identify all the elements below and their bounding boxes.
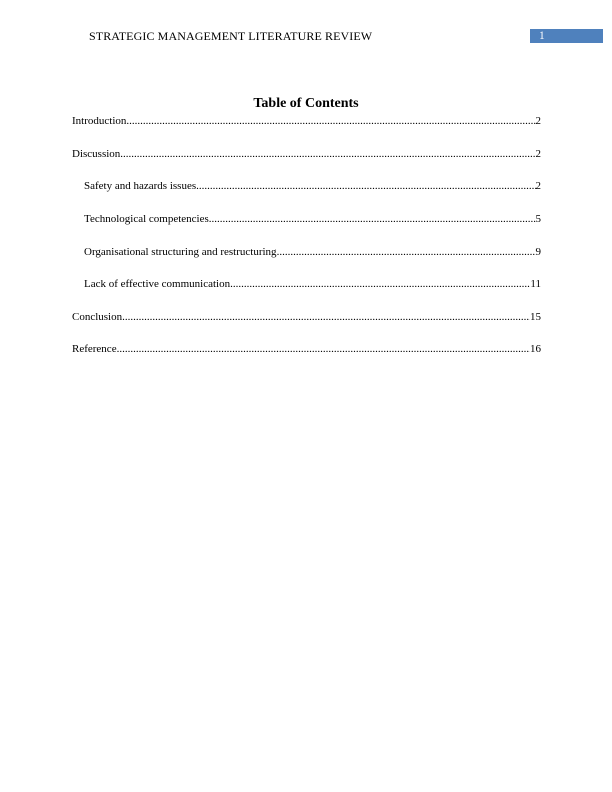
toc-dot-leader: [230, 277, 530, 292]
toc-dot-leader: [122, 310, 530, 325]
running-header-title: STRATEGIC MANAGEMENT LITERATURE REVIEW: [89, 29, 373, 43]
toc-entry-conclusion[interactable]: [72, 310, 541, 325]
page-number-badge: [530, 29, 603, 43]
toc-dot-leader: [209, 212, 536, 227]
toc-entry-technological-competencies[interactable]: [84, 212, 541, 227]
toc-title: Table of Contents: [253, 96, 359, 111]
toc-dot-leader: [196, 179, 535, 194]
toc-entry-introduction[interactable]: [72, 114, 541, 129]
toc-entry-lack-of-effective-communication[interactable]: [84, 277, 541, 292]
toc-entry-page: 2: [535, 115, 541, 127]
toc-entry-page: 9: [535, 246, 541, 258]
toc-entry-label: Lack of effective communication: [84, 278, 231, 290]
toc-entry-label: Discussion: [72, 148, 121, 160]
toc-entry-label: Safety and hazards issues: [84, 180, 197, 192]
toc-entry-safety-and-hazards[interactable]: [84, 179, 541, 194]
toc-entry-label: Introduction: [72, 115, 127, 127]
toc-entry-page: 2: [535, 148, 541, 160]
toc-entry-reference[interactable]: [72, 342, 541, 357]
toc-dot-leader: [120, 147, 535, 162]
toc-dot-leader: [277, 245, 536, 260]
toc-entry-label: Technological competencies: [84, 213, 209, 225]
toc-entry-label: Conclusion: [72, 311, 123, 323]
toc-entry-page: 2: [535, 180, 541, 192]
toc-entry-page: 16: [530, 343, 541, 355]
toc-entry-page: 15: [530, 311, 541, 323]
toc-entry-label: Reference: [72, 343, 117, 355]
toc-dot-leader: [126, 114, 535, 129]
toc-entry-page: 11: [530, 278, 541, 290]
toc-entry-discussion[interactable]: [72, 147, 541, 162]
toc-entry-label: Organisational structuring and restructuring: [84, 246, 277, 258]
toc-entry-page: 5: [535, 213, 541, 225]
toc-dot-leader: [117, 342, 530, 357]
toc-entry-organisational-structuring[interactable]: [84, 245, 541, 260]
page-number: 1: [539, 30, 545, 42]
